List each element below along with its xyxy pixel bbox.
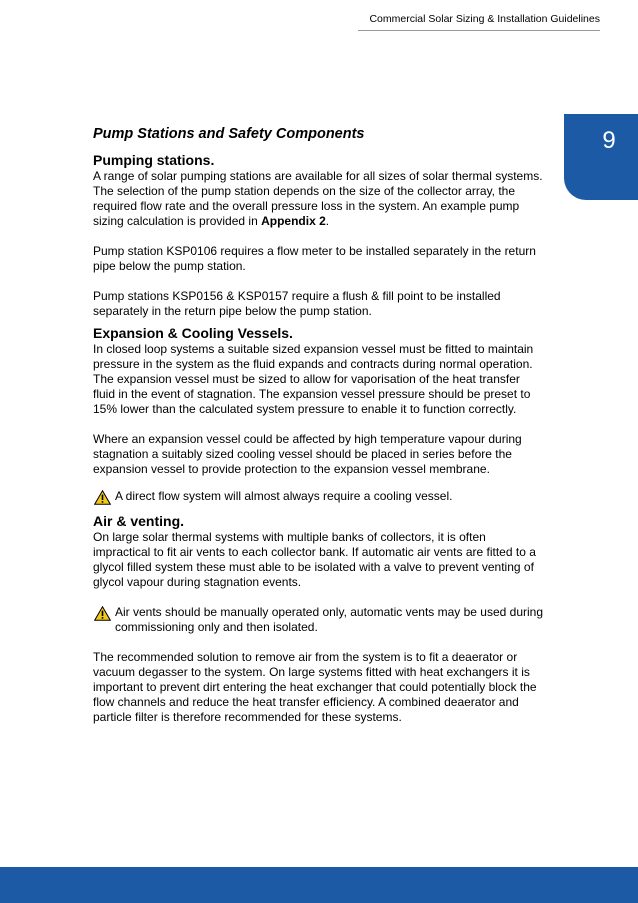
- pumping-stations-heading: Pumping stations.: [93, 152, 215, 168]
- chapter-number: 9: [602, 127, 616, 154]
- expansion-heading: Expansion & Cooling Vessels.: [93, 325, 293, 341]
- pumping-paragraph-1-text: A range of solar pumping stations are available for all sizes of solar thermal systems. The selection of the pump station depends on the size of the collector array, the required flow rate and the overall pressure loss in the system. An example pump sizing calculation is provided in: [93, 169, 543, 228]
- appendix-reference: Appendix 2: [261, 214, 326, 228]
- warning-triangle-icon: [94, 606, 111, 621]
- pumping-paragraph-3: Pump stations KSP0156 & KSP0157 require a flush & fill point to be installed separately in the return pipe below the pump station.: [93, 289, 501, 318]
- pumping-paragraph-1-end: .: [325, 214, 330, 228]
- expansion-warning-text: A direct flow system will almost always require a cooling vessel.: [115, 489, 453, 503]
- air-paragraph-1: On large solar thermal systems with multiple banks of collectors, it is often impractical to fit air vents to each collector bank. If automatic air vents are fitted to a glycol filled system these must able to be isolated with a valve to prevent venting of glycol vapour during stagnation events.: [93, 530, 536, 589]
- page-content: [93, 125, 545, 740]
- pumping-paragraph-2: Pump station KSP0106 requires a flow meter to be installed separately in the return pipe below the pump station.: [93, 244, 536, 273]
- air-warning-note: [93, 605, 545, 635]
- air-warning-text: Air vents should be manually operated only, automatic vents may be used during commissioning only and then isolated.: [115, 605, 544, 634]
- chapter-tab: [564, 114, 638, 200]
- expansion-paragraph-1: In closed loop systems a suitable sized expansion vessel must be fitted to maintain pressure in the system as the fluid expands and contracts during normal operation. The expansion vessel must be sized to allow for vaporisation of the heat transfer fluid in the event of stagnation. The expansion vessel pressure should be preset to 15% lower than the calculated system pressure to enable it to function correctly.: [93, 342, 534, 416]
- warning-triangle-icon: [94, 490, 111, 505]
- header-rule: [358, 30, 600, 31]
- section-title: Pump Stations and Safety Components: [93, 126, 365, 142]
- air-paragraph-2: The recommended solution to remove air from the system is to fit a deaerator or vacuum degasser to the system. On large systems fitted with heat exchangers it is important to prevent dirt entering the heat exchanger that could potentially block the flow channels and reduce the heat transfer efficiency. A combined deaerator and particle filter is therefore recommended for these systems.: [93, 650, 537, 724]
- expansion-paragraph-2: Where an expansion vessel could be affected by high temperature vapour during stagnation a suitably sized cooling vessel should be placed in series before the expansion vessel to provide protection to the expansion vessel membrane.: [93, 432, 522, 476]
- expansion-warning-note: [93, 489, 545, 504]
- footer-bar: [0, 867, 638, 903]
- air-venting-heading: Air & venting.: [93, 513, 185, 529]
- pumping-paragraph-1: [93, 169, 545, 229]
- running-header: Commercial Solar Sizing & Installation Guidelines: [369, 13, 600, 25]
